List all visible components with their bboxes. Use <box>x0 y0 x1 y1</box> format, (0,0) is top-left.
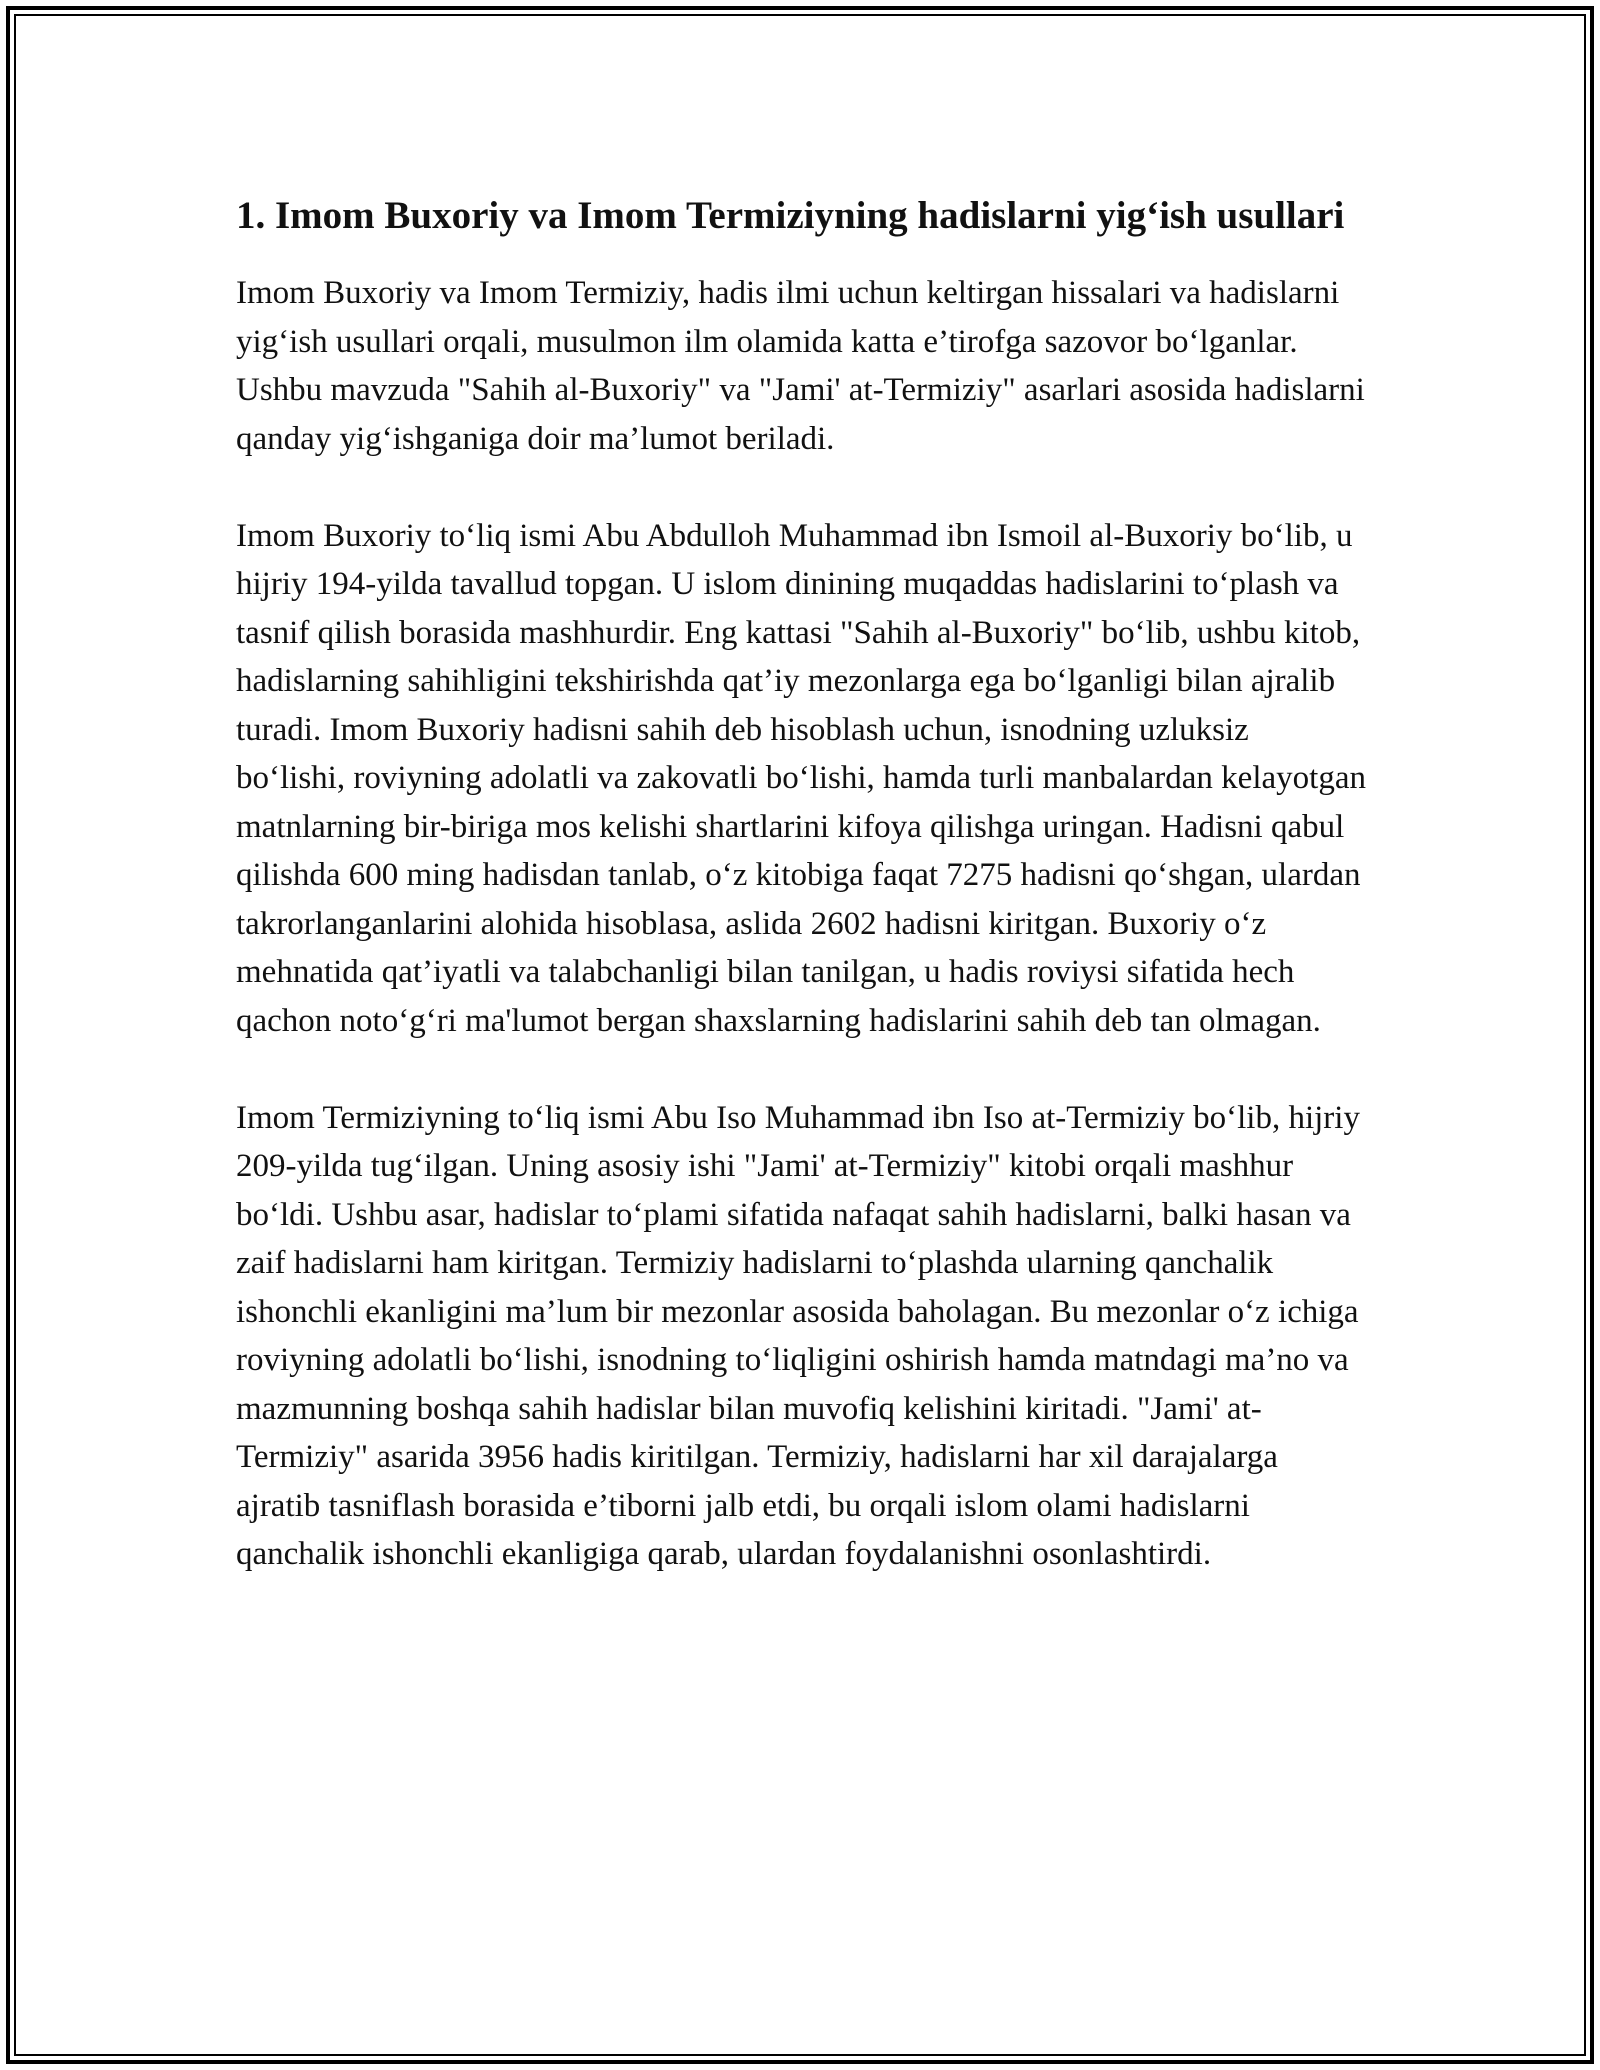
section-heading: 1. Imom Buxoriy va Imom Termiziyning hadislarni yig‘ish usullari <box>236 194 1345 237</box>
paragraph-intro: Imom Buxoriy va Imom Termiziy, hadis ilmi uchun keltirgan hissalari va hadislarni yig‘ish usullari orqali, musulmon ilm olamida katta e’tirofga sazovor bo‘lganlar. Ushbu mavzuda "Sahih al-Buxoriy" va "Jami' at-Termiziy" asarlari asosida hadislarni qanday yig‘ishganiga doir ma’lumot beriladi. <box>236 275 1365 457</box>
document-body <box>236 188 1366 1627</box>
paragraph-termiziy: Imom Termiziyning to‘liq ismi Abu Iso Muhammad ibn Iso at-Termiziy bo‘lib, hijriy 209-yilda tug‘ilgan. Uning asosiy ishi "Jami' at-Termiziy" kitobi orqali mashhur bo‘ldi. Ushbu asar, hadislar to‘plami sifatida nafaqat sahih hadislarni, balki hasan va zaif hadislarni ham kiritgan. Termiziy hadislarni to‘plashda ularning qanchalik ishonchli ekanligini ma’lum bir mezonlar asosida baholagan. Bu mezonlar o‘z ichiga roviyning adolatli bo‘lishi, isnodning to‘liqligini oshirish hamda matndagi ma’no va mazmunning boshqa sahih hadislar bilan muvofiq kelishini kiritadi. "Jami' at-Termiziy" asarida 3956 hadis kiritilgan. Termiziy, hadislarni har xil darajalarga ajratib tasniflash borasida e’tiborni jalb etdi, bu orqali islom olami hadislarni qanchalik ishonchli ekanligiga qarab, ulardan foydalanishni osonlashtirdi. <box>236 1099 1360 1572</box>
paragraph-buxoriy: Imom Buxoriy to‘liq ismi Abu Abdulloh Muhammad ibn Ismoil al-Buxoriy bo‘lib, u hijriy 194-yilda tavallud topgan. U islom dinining muqaddas hadislarini to‘plash va tasnif qilish borasida mashhurdir. Eng kattasi "Sahih al-Buxoriy" bo‘lib, ushbu kitob, hadislarning sahihligini tekshirishda qat’iy mezonlarga ega bo‘lganligi bilan ajralib turadi. Imom Buxoriy hadisni sahih deb hisoblash uchun, isnodning uzluksiz bo‘lishi, roviyning adolatli va zakovatli bo‘lishi, hamda turli manbalardan kelayotgan matnlarning bir-biriga mos kelishi shartlarini kifoya qilishga uringan. Hadisni qabul qilishda 600 ming hadisdan tanlab, o‘z kitobiga faqat 7275 hadisni qo‘shgan, ulardan takrorlanganlarini alohida hisoblasa, aslida 2602 hadisni kiritgan. Buxoriy o‘z mehnatida qat’iyatli va talabchanligi bilan tanilgan, u hadis roviysi sifatida hech qachon noto‘g‘ri ma'lumot bergan shaxslarning hadislarini sahih deb tan olmagan. <box>236 517 1366 1039</box>
